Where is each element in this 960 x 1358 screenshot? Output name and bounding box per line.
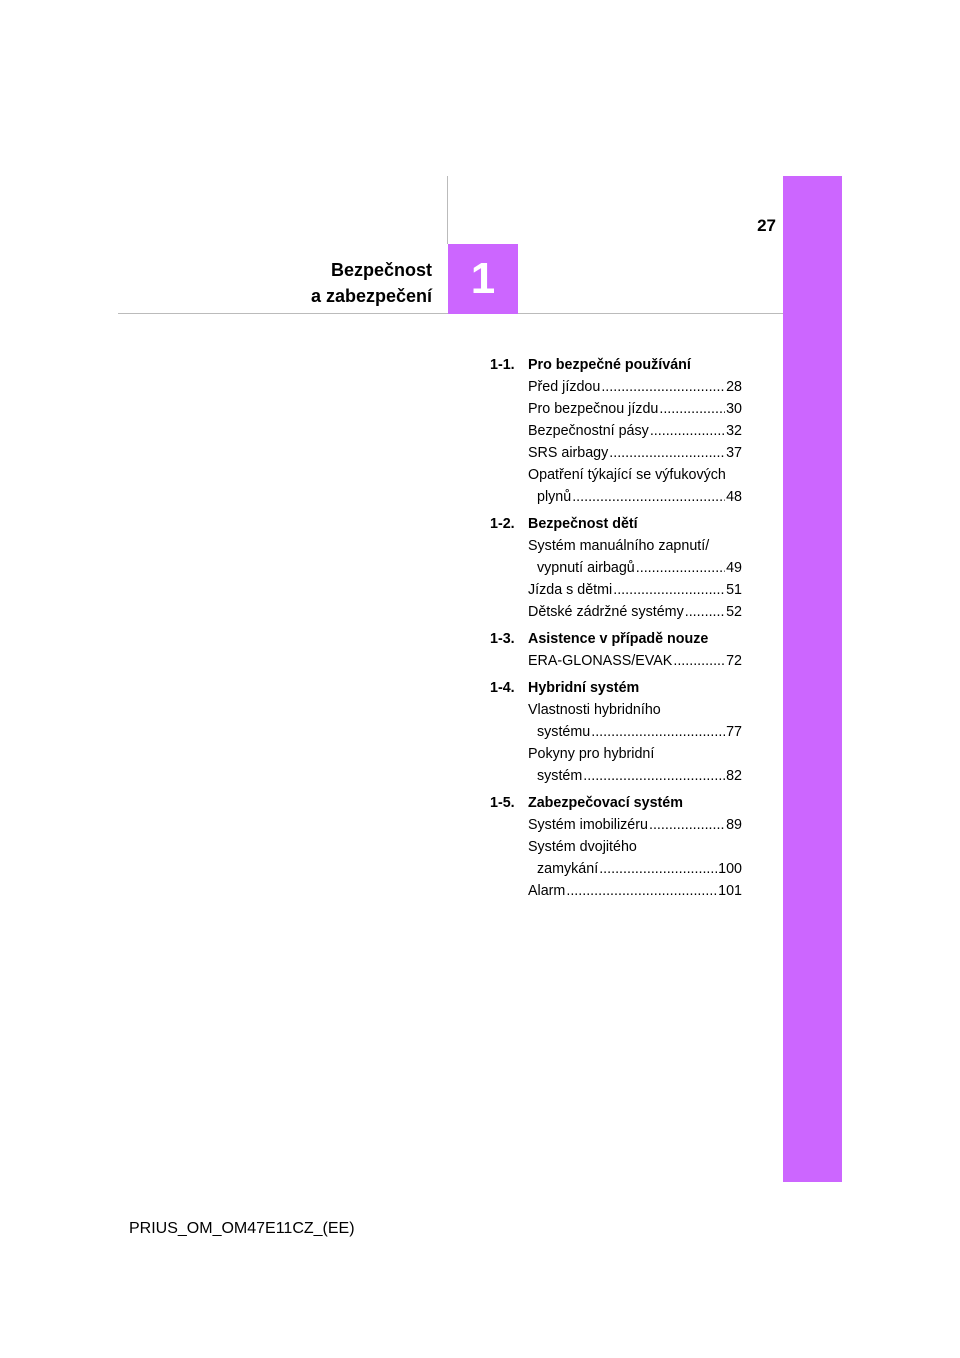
entry-page: 51 bbox=[726, 582, 742, 598]
entry-label: Systém dvojitého bbox=[528, 839, 637, 855]
leader-dots bbox=[659, 398, 725, 420]
toc-section[interactable] bbox=[490, 354, 742, 376]
section-number: 1-2. bbox=[490, 516, 515, 532]
leader-dots bbox=[636, 557, 725, 579]
leader-dots bbox=[583, 765, 725, 787]
entry-label: Alarm bbox=[528, 883, 566, 899]
entry-page: 82 bbox=[726, 768, 742, 784]
chapter-number-box bbox=[448, 244, 518, 314]
toc-entry[interactable] bbox=[528, 464, 742, 508]
leader-dots bbox=[673, 650, 725, 672]
section-title: Pro bezpečné používání bbox=[528, 357, 691, 373]
entry-page: 30 bbox=[726, 401, 742, 417]
entry-label: Dětské zádržné systémy bbox=[528, 604, 684, 620]
entry-label-continued: zamykání bbox=[537, 861, 599, 877]
entry-page: 72 bbox=[726, 653, 742, 669]
leader-dots bbox=[572, 486, 725, 508]
entry-page: 37 bbox=[726, 445, 742, 461]
entry-label-continued: vypnutí airbagů bbox=[537, 560, 635, 576]
leader-dots bbox=[649, 814, 725, 836]
entry-label-continued: plynů bbox=[537, 489, 572, 505]
leader-dots bbox=[599, 858, 717, 880]
entry-label: Před jízdou bbox=[528, 379, 601, 395]
section-title: Zabezpečovací systém bbox=[528, 795, 683, 811]
toc-section[interactable] bbox=[490, 513, 742, 535]
entry-label: Pro bezpečnou jízdu bbox=[528, 401, 659, 417]
leader-dots bbox=[685, 601, 725, 623]
entry-label-continued: systému bbox=[537, 724, 591, 740]
section-title: Asistence v případě nouze bbox=[528, 631, 709, 647]
entry-page: 100 bbox=[718, 861, 742, 877]
toc-entry[interactable] bbox=[528, 601, 742, 623]
toc-entry[interactable] bbox=[528, 880, 742, 902]
leader-dots bbox=[650, 420, 725, 442]
entry-label: Systém imobilizéru bbox=[528, 817, 648, 833]
toc-entry[interactable] bbox=[528, 398, 742, 420]
toc-entry[interactable] bbox=[528, 376, 742, 398]
section-number: 1-5. bbox=[490, 795, 515, 811]
entry-page: 52 bbox=[726, 604, 742, 620]
entry-label-continued: systém bbox=[537, 768, 583, 784]
table-of-contents bbox=[490, 354, 742, 902]
entry-label: SRS airbagy bbox=[528, 445, 609, 461]
document-footer: PRIUS_OM_OM47E11CZ_(EE) bbox=[129, 1220, 355, 1237]
leader-dots bbox=[609, 442, 725, 464]
entry-page: 77 bbox=[726, 724, 742, 740]
section-title: Hybridní systém bbox=[528, 680, 640, 696]
toc-entry[interactable] bbox=[528, 814, 742, 836]
toc-entry[interactable] bbox=[528, 743, 742, 787]
entry-page: 32 bbox=[726, 423, 742, 439]
entry-page: 28 bbox=[726, 379, 742, 395]
entry-label: Systém manuálního zapnutí/ bbox=[528, 538, 710, 554]
toc-section[interactable] bbox=[490, 677, 742, 699]
chapter-side-tab bbox=[783, 176, 842, 1182]
section-number: 1-4. bbox=[490, 680, 515, 696]
leader-dots bbox=[613, 579, 725, 601]
leader-dots bbox=[601, 376, 725, 398]
toc-section[interactable] bbox=[490, 628, 742, 650]
entry-page: 89 bbox=[726, 817, 742, 833]
entry-label: Pokyny pro hybridní bbox=[528, 746, 655, 762]
section-number: 1-3. bbox=[490, 631, 515, 647]
entry-page: 101 bbox=[718, 883, 742, 899]
entry-label: Jízda s dětmi bbox=[528, 582, 613, 598]
header-vertical-rule bbox=[447, 176, 448, 244]
entry-page: 49 bbox=[726, 560, 742, 576]
entry-label: Bezpečnostní pásy bbox=[528, 423, 649, 439]
entry-label: Opatření týkající se výfukových bbox=[528, 467, 726, 483]
toc-entry[interactable] bbox=[528, 535, 742, 579]
toc-entry[interactable] bbox=[528, 699, 742, 743]
toc-section[interactable] bbox=[490, 792, 742, 814]
section-number: 1-1. bbox=[490, 357, 515, 373]
entry-label: ERA-GLONASS/EVAK bbox=[528, 653, 673, 669]
page-number: 27 bbox=[757, 216, 776, 235]
chapter-number: 1 bbox=[470, 254, 496, 303]
toc-entry[interactable] bbox=[528, 442, 742, 464]
chapter-title bbox=[200, 257, 432, 309]
entry-page: 48 bbox=[726, 489, 742, 505]
leader-dots bbox=[591, 721, 725, 743]
toc-entry[interactable] bbox=[528, 579, 742, 601]
toc-entry[interactable] bbox=[528, 420, 742, 442]
toc-entry[interactable] bbox=[528, 836, 742, 880]
leader-dots bbox=[566, 880, 717, 902]
chapter-title-line1: Bezpečnost bbox=[330, 260, 432, 280]
entry-label: Vlastnosti hybridního bbox=[528, 702, 661, 718]
section-title: Bezpečnost dětí bbox=[528, 516, 638, 532]
chapter-title-line2: a zabezpečení bbox=[310, 286, 432, 306]
toc-entry[interactable] bbox=[528, 650, 742, 672]
